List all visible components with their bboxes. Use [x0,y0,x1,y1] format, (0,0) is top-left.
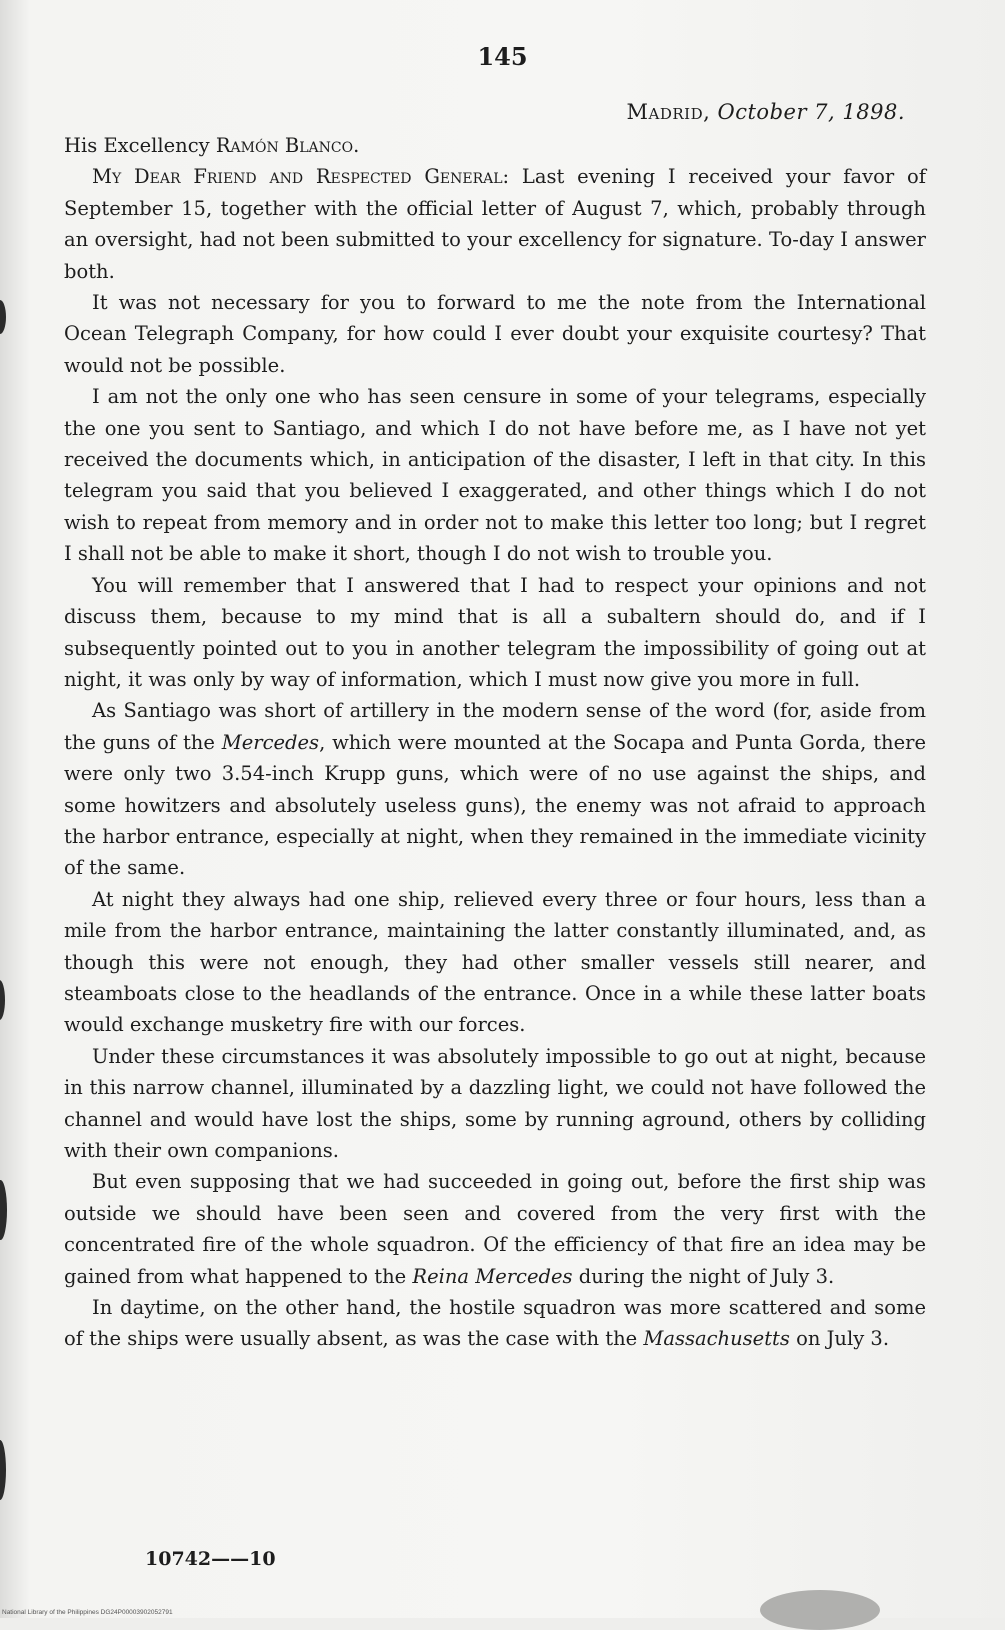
text-run: on July 3. [789,1327,890,1351]
binding-mark [0,980,5,1020]
paragraph-daytime [64,1292,926,1355]
paragraph-night-watch: At night they always had one ship, relieved every three or four hours, less than a mile from the harbor entrance, maintaining the latter constantly illuminated, and, as though this were not enough, they had other smaller vessels still nearer, and steamboats close to the headlands of the entrance. Once in a while these latter boats would exchange musketry fire with our forces. [64,887,926,1037]
text-run: In daytime, on the other hand, the hostile squadron was more scattered and some of the ships were usually absent, as was the case with the [64,1296,926,1351]
paragraph-circumstances: Under these circumstances it was absolutely impossible to go out at night, because in this narrow channel, illuminated by a dazzling light, we could not have followed the channel and would have lost the ships, some by running aground, others by colliding with their own companions. [64,1044,926,1162]
addressee [64,130,926,161]
paragraph-artillery [64,695,926,883]
paragraph-courtesy: It was not necessary for you to forward to me the note from the International Ocean Telegraph Company, for how could I ever doubt your exquisite courtesy? That would not be possible. [64,291,926,377]
ship-name: Mercedes [221,730,320,754]
addressee-name: Ramón Blanco. [215,134,360,157]
text-run: But even supposing that we had succeeded in going out, before the first ship was outside we should have been seen and covered from the very first with the concentrated fire of the whole squadron. Of the efficiency of that fire an idea may be gained from what happened to the [64,1170,926,1288]
text-run: during the night of July 3. [572,1264,835,1288]
page-number: 145 [477,42,528,71]
ship-name: Reina Mercedes [412,1264,573,1288]
letter-body [64,130,926,1355]
scan-smudge [760,1590,880,1630]
text-run: As Santiago was short of artillery in the modern sense of the word (for, aside from the guns of the [64,699,926,754]
paragraph-respect: You will remember that I answered that I had to respect your opinions and not discuss them, because to my mind that is all a subaltern should do, and if I subsequently pointed out to you in another telegram the impossibility of going out at night, it was only by way of information, which I must now give you more in full. [64,573,926,691]
addressee-prefix: His Excellency [64,134,210,157]
dateline-city: Madrid, [626,100,711,124]
text-run: , which were mounted at the Socapa and Punta Gorda, there were only two 3.54-inch Krupp guns, which were of no use against the ships, and some howitzers and absolutely useless guns), the enemy was not afraid to approach the harbor entrance, especially at night, when they remained in the immediate vicinity of the same. [64,730,927,880]
paragraph-censure: I am not the only one who has seen censure in some of your telegrams, especially the one you sent to Santiago, and which I do not have before me, as I have not yet received the documents which, in anticipation of the disaster, I left in that city. In this telegram you said that you believed I exaggerated, and other things which I do not wish to repeat from memory and in order not to make this letter too long; but I regret I shall not be able to make it short, though I do not wish to trouble you. [64,385,926,566]
signature-mark: 10742——10 [145,1548,276,1570]
dateline-date: October 7, 1898. [717,100,905,124]
paragraph-efficiency [64,1166,926,1292]
library-watermark: National Library of the Philippines DG24P00003902052791 [2,1609,173,1616]
ship-name: Massachusetts [643,1327,790,1351]
binding-mark [0,1440,6,1500]
dateline [627,100,905,124]
paragraph-opening-text: Last evening I received your favor of September 15, together with the official letter of August 7, which, probably through an oversight, had not been submitted to your excellency for signature. To-day I answer both. [64,165,927,283]
paragraph-opening [64,161,926,287]
binding-mark [0,300,6,334]
salutation: My Dear Friend and Respected General: [92,165,510,189]
binding-mark [0,1180,7,1240]
